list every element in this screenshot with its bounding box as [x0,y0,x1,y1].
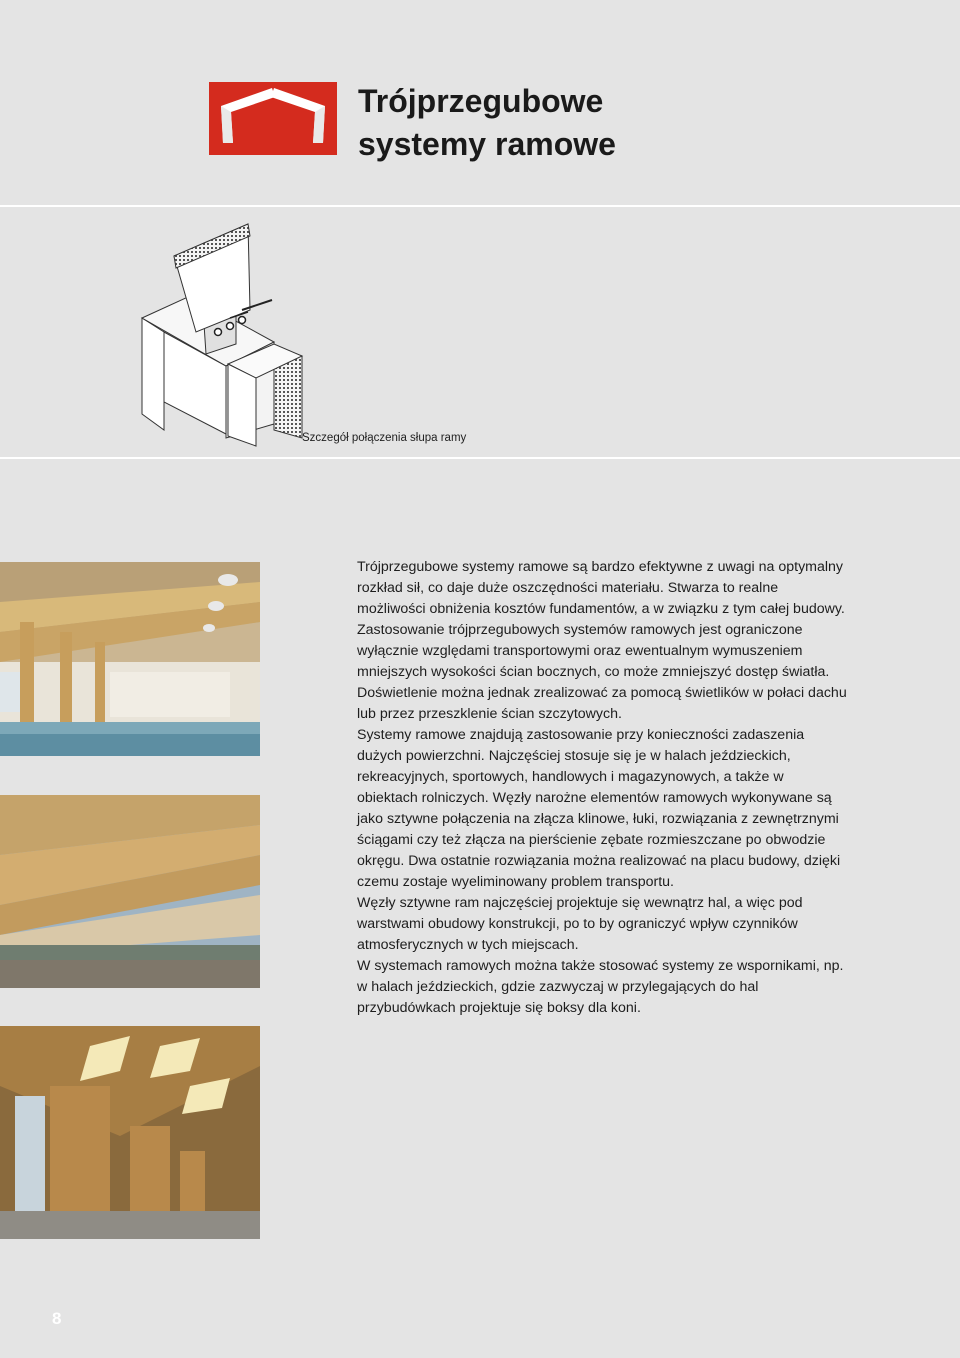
page-number: 8 [52,1309,62,1328]
body-text [357,557,847,1019]
body-paragraph-1: Trójprzegubowe systemy ramowe są bardzo efektywne z uwagi na optymalny rozkład sił, co daje duże oszczędności materiału. Stwarza to realne możliwości obniżenia kosztów fundamentów, a w związku z tym całej budowy. Zastosowanie trójprzegubowych systemów ramowych jest ograniczone wyłącznie względami transportowymi oraz ewentualnym wymuszeniem mniejszych wysokości ścian bocznych, co może zmniejszyć dostęp światła. Doświetlenie można jednak zrealizować za pomocą świetlików w połaci dachu lub przez przeszklenie ścian szczytowych. [357,559,847,722]
column-joint-drawing [138,214,308,450]
top-divider [0,205,960,207]
body-paragraph-3: Węzły sztywne ram najczęściej projektuje się wewnątrz hal, a więc pod warstwami obudowy konstrukcji, po to by ograniczyć wpływ czynników atmosferycznych w tych miejscach. [357,895,803,953]
title-line-2: systemy ramowe [358,126,616,162]
photo-roof-construction [0,795,260,988]
three-hinged-frame-icon [209,82,337,155]
page-title [358,80,616,166]
photo-riding-hall [0,1026,260,1239]
body-paragraph-4: W systemach ramowych można także stosować systemy ze wspornikami, np. w halach jeździeckich, gdzie zazwyczaj w przylegających do hal przybudówkach projektuje się boksy dla koni. [357,958,844,1016]
figure-divider [0,457,960,459]
title-line-1: Trójprzegubowe [358,83,604,119]
photo-indoor-pool [0,562,260,756]
body-paragraph-2: Systemy ramowe znajdują zastosowanie przy konieczności zadaszenia dużych powierzchni. Najczęściej stosuje się je w halach jeździeckich, rekreacyjnych, sportowych, handlowych i magazynowych, a także w obiektach rolniczych. Węzły narożne elementów ramowych wykonywane są jako sztywne połączenia na złącza klinowe, łuki, rozwiązania z zewnętrznymi ściągami czy też złącza na pierścienie zębate rozmieszczane po obwodzie okręgu. Dwa ostatnie rozwiązania można realizować na placu budowy, dzięki czemu zostaje wyeliminowany problem transportu. [357,727,841,890]
figure-caption: Szczegół połączenia słupa ramy [302,432,467,444]
